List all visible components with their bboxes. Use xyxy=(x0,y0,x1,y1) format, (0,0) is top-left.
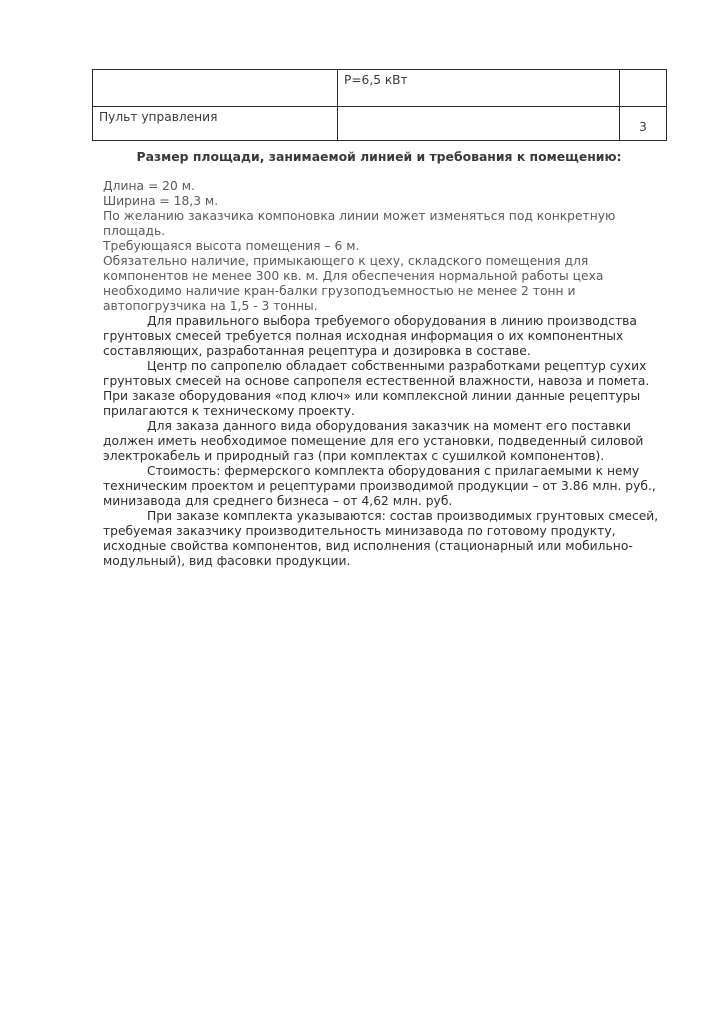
section-heading: Размер площади, занимаемой линией и требования к помещению: xyxy=(136,149,622,164)
paragraph-line: минизавода для среднего бизнеса – от 4,62 млн. руб. xyxy=(103,494,453,508)
paragraph-line: грунтовых смесей на основе сапропеля естественной влажности, навоза и помета. xyxy=(103,374,650,388)
text-line: Требующаяся высота помещения – 6 м. xyxy=(103,239,360,253)
paragraph-line: Стоимость: фермерского комплекта оборудования с прилагаемыми к нему xyxy=(147,464,640,478)
paragraph-line: Для правильного выбора требуемого оборудования в линию производства xyxy=(147,314,637,328)
text-line: автопогрузчика на 1,5 - 3 тонны. xyxy=(103,299,318,313)
equipment-table xyxy=(92,69,667,141)
paragraph-line: При заказе комплекта указываются: состав производимых грунтовых смесей, xyxy=(147,509,659,523)
text-line: площадь. xyxy=(103,224,166,238)
paragraph-line: техническим проектом и рецептурами производимой продукции – от 3.86 млн. руб., xyxy=(103,479,656,493)
body-text xyxy=(103,179,663,569)
table-cell-qty xyxy=(620,70,667,107)
paragraph-line: электрокабель и природный газ (при комплектах с сушилкой компонентов). xyxy=(103,449,605,463)
paragraph-line: требуемая заказчику производительность минизавода по готовому продукту, xyxy=(103,524,616,538)
table-cell-name: Пульт управления xyxy=(93,107,338,141)
paragraph-line: При заказе оборудования «под ключ» или комплексной линии данные рецептуры xyxy=(103,389,641,403)
text-line: компонентов не менее 300 кв. м. Для обеспечения нормальной работы цеха xyxy=(103,269,604,283)
table-cell-spec xyxy=(338,107,620,141)
table-row xyxy=(93,107,667,141)
table-cell-name xyxy=(93,70,338,107)
paragraph-line: модульный), вид фасовки продукции. xyxy=(103,554,351,568)
paragraph-line: составляющих, разработанная рецептура и дозировка в составе. xyxy=(103,344,531,358)
table-cell-qty: 3 xyxy=(620,107,667,141)
text-line: Ширина = 18,3 м. xyxy=(103,194,219,208)
paragraph-line: исходные свойства компонентов, вид исполнения (стационарный или мобильно- xyxy=(103,539,633,553)
paragraph-line: Для заказа данного вида оборудования заказчик на момент его поставки xyxy=(147,419,631,433)
text-line: необходимо наличие кран-балки грузоподъемностью не менее 2 тонн и xyxy=(103,284,576,298)
paragraph-line: Центр по сапропелю обладает собственными разработками рецептур сухих xyxy=(147,359,647,373)
paragraph-line: грунтовых смесей требуется полная исходная информация о их компонентных xyxy=(103,329,624,343)
paragraph-line: прилагаются к техническому проекту. xyxy=(103,404,355,418)
table-cell-spec: Р=6,5 кВт xyxy=(338,70,620,107)
text-line: Обязательно наличие, примыкающего к цеху, складского помещения для xyxy=(103,254,589,268)
text-line: По желанию заказчика компоновка линии может изменяться под конкретную xyxy=(103,209,616,223)
text-line: Длина = 20 м. xyxy=(103,179,195,193)
table-row xyxy=(93,70,667,107)
paragraph-line: должен иметь необходимое помещение для его установки, подведенный силовой xyxy=(103,434,644,448)
